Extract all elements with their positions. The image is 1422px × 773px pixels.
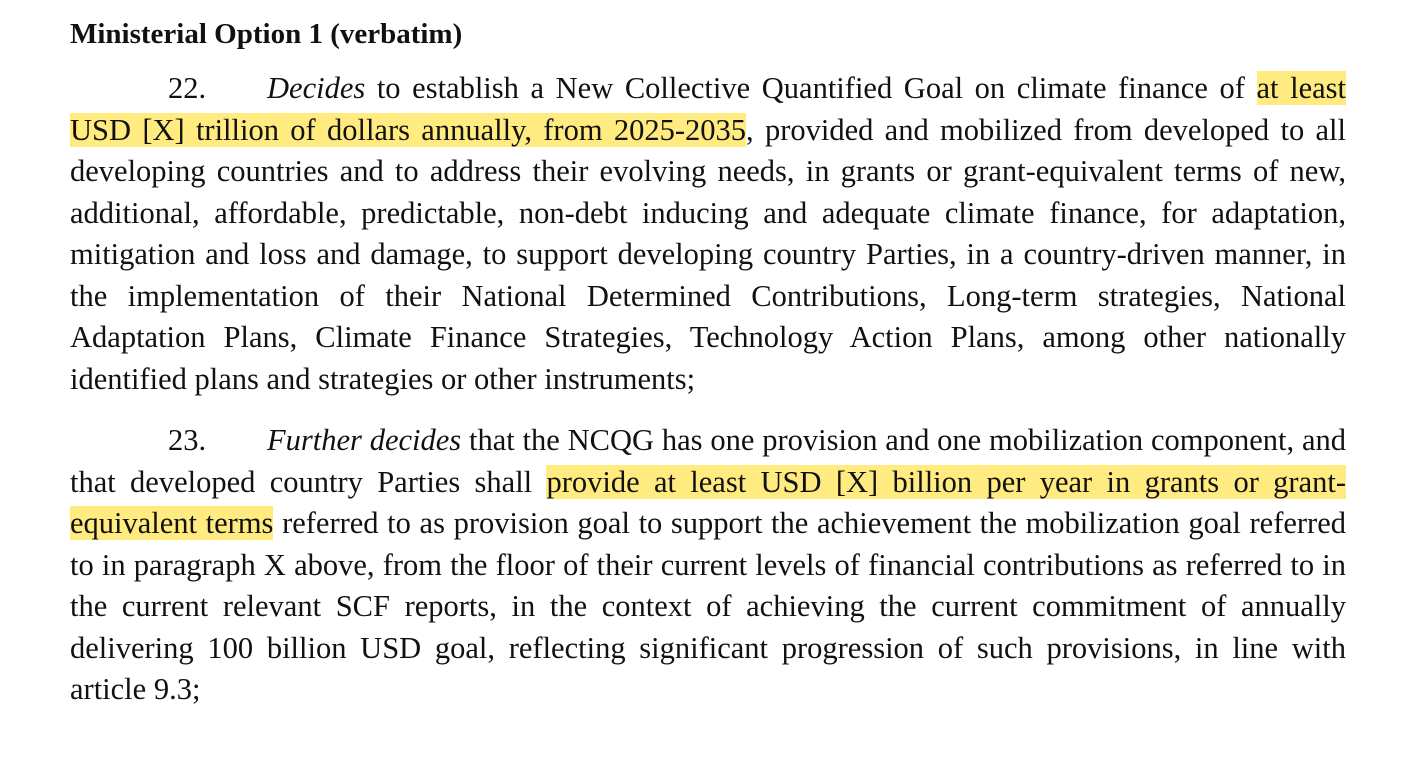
document-body: [70, 12, 1346, 711]
paragraph-text: to establish a New Collective Quantified Goal on climate finance of: [365, 71, 1257, 105]
paragraph-text: that the NCQG has one provision and one mobilization component, and that developed country Parties shall: [70, 423, 1347, 499]
decision-verb: Decides: [267, 71, 366, 105]
highlighted-text: provide at least USD [X] billion per year in grants or grant-equivalent terms: [70, 464, 1346, 540]
highlighted-text: at least USD [X] trillion of dollars annually, from 2025-2035: [70, 71, 1347, 147]
paragraph-number: 23.: [168, 423, 207, 457]
paragraph-22: [70, 68, 1346, 400]
decision-verb: Further decides: [267, 423, 462, 457]
section-heading: Ministerial Option 1 (verbatim): [70, 18, 463, 50]
paragraph-23: [70, 420, 1346, 711]
paragraph-number: 22.: [168, 71, 207, 105]
paragraph-text: referred to as provision goal to support the achievement the mobilization goal referred to in paragraph X above, from the floor of their current levels of financial contributions as referred to in the current relevant SCF reports, in the context of achieving the current commitment of annually delivering 100 billion USD goal, reflecting significant progression of such provisions, in line with article 9.3;: [70, 506, 1346, 706]
paragraph-text: , provided and mobilized from developed to all developing countries and to address their evolving needs, in grants or grant-equivalent terms of new, additional, affordable, predictable, non-debt inducing and adequate climate finance, for adaptation, mitigation and loss and damage, to support developing country Parties, in a country-driven manner, in the implementation of their National Determined Contributions, Long-term strategies, National Adaptation Plans, Climate Finance Strategies, Technology Action Plans, among other nationally identified plans and strategies or other instruments;: [70, 112, 1346, 396]
